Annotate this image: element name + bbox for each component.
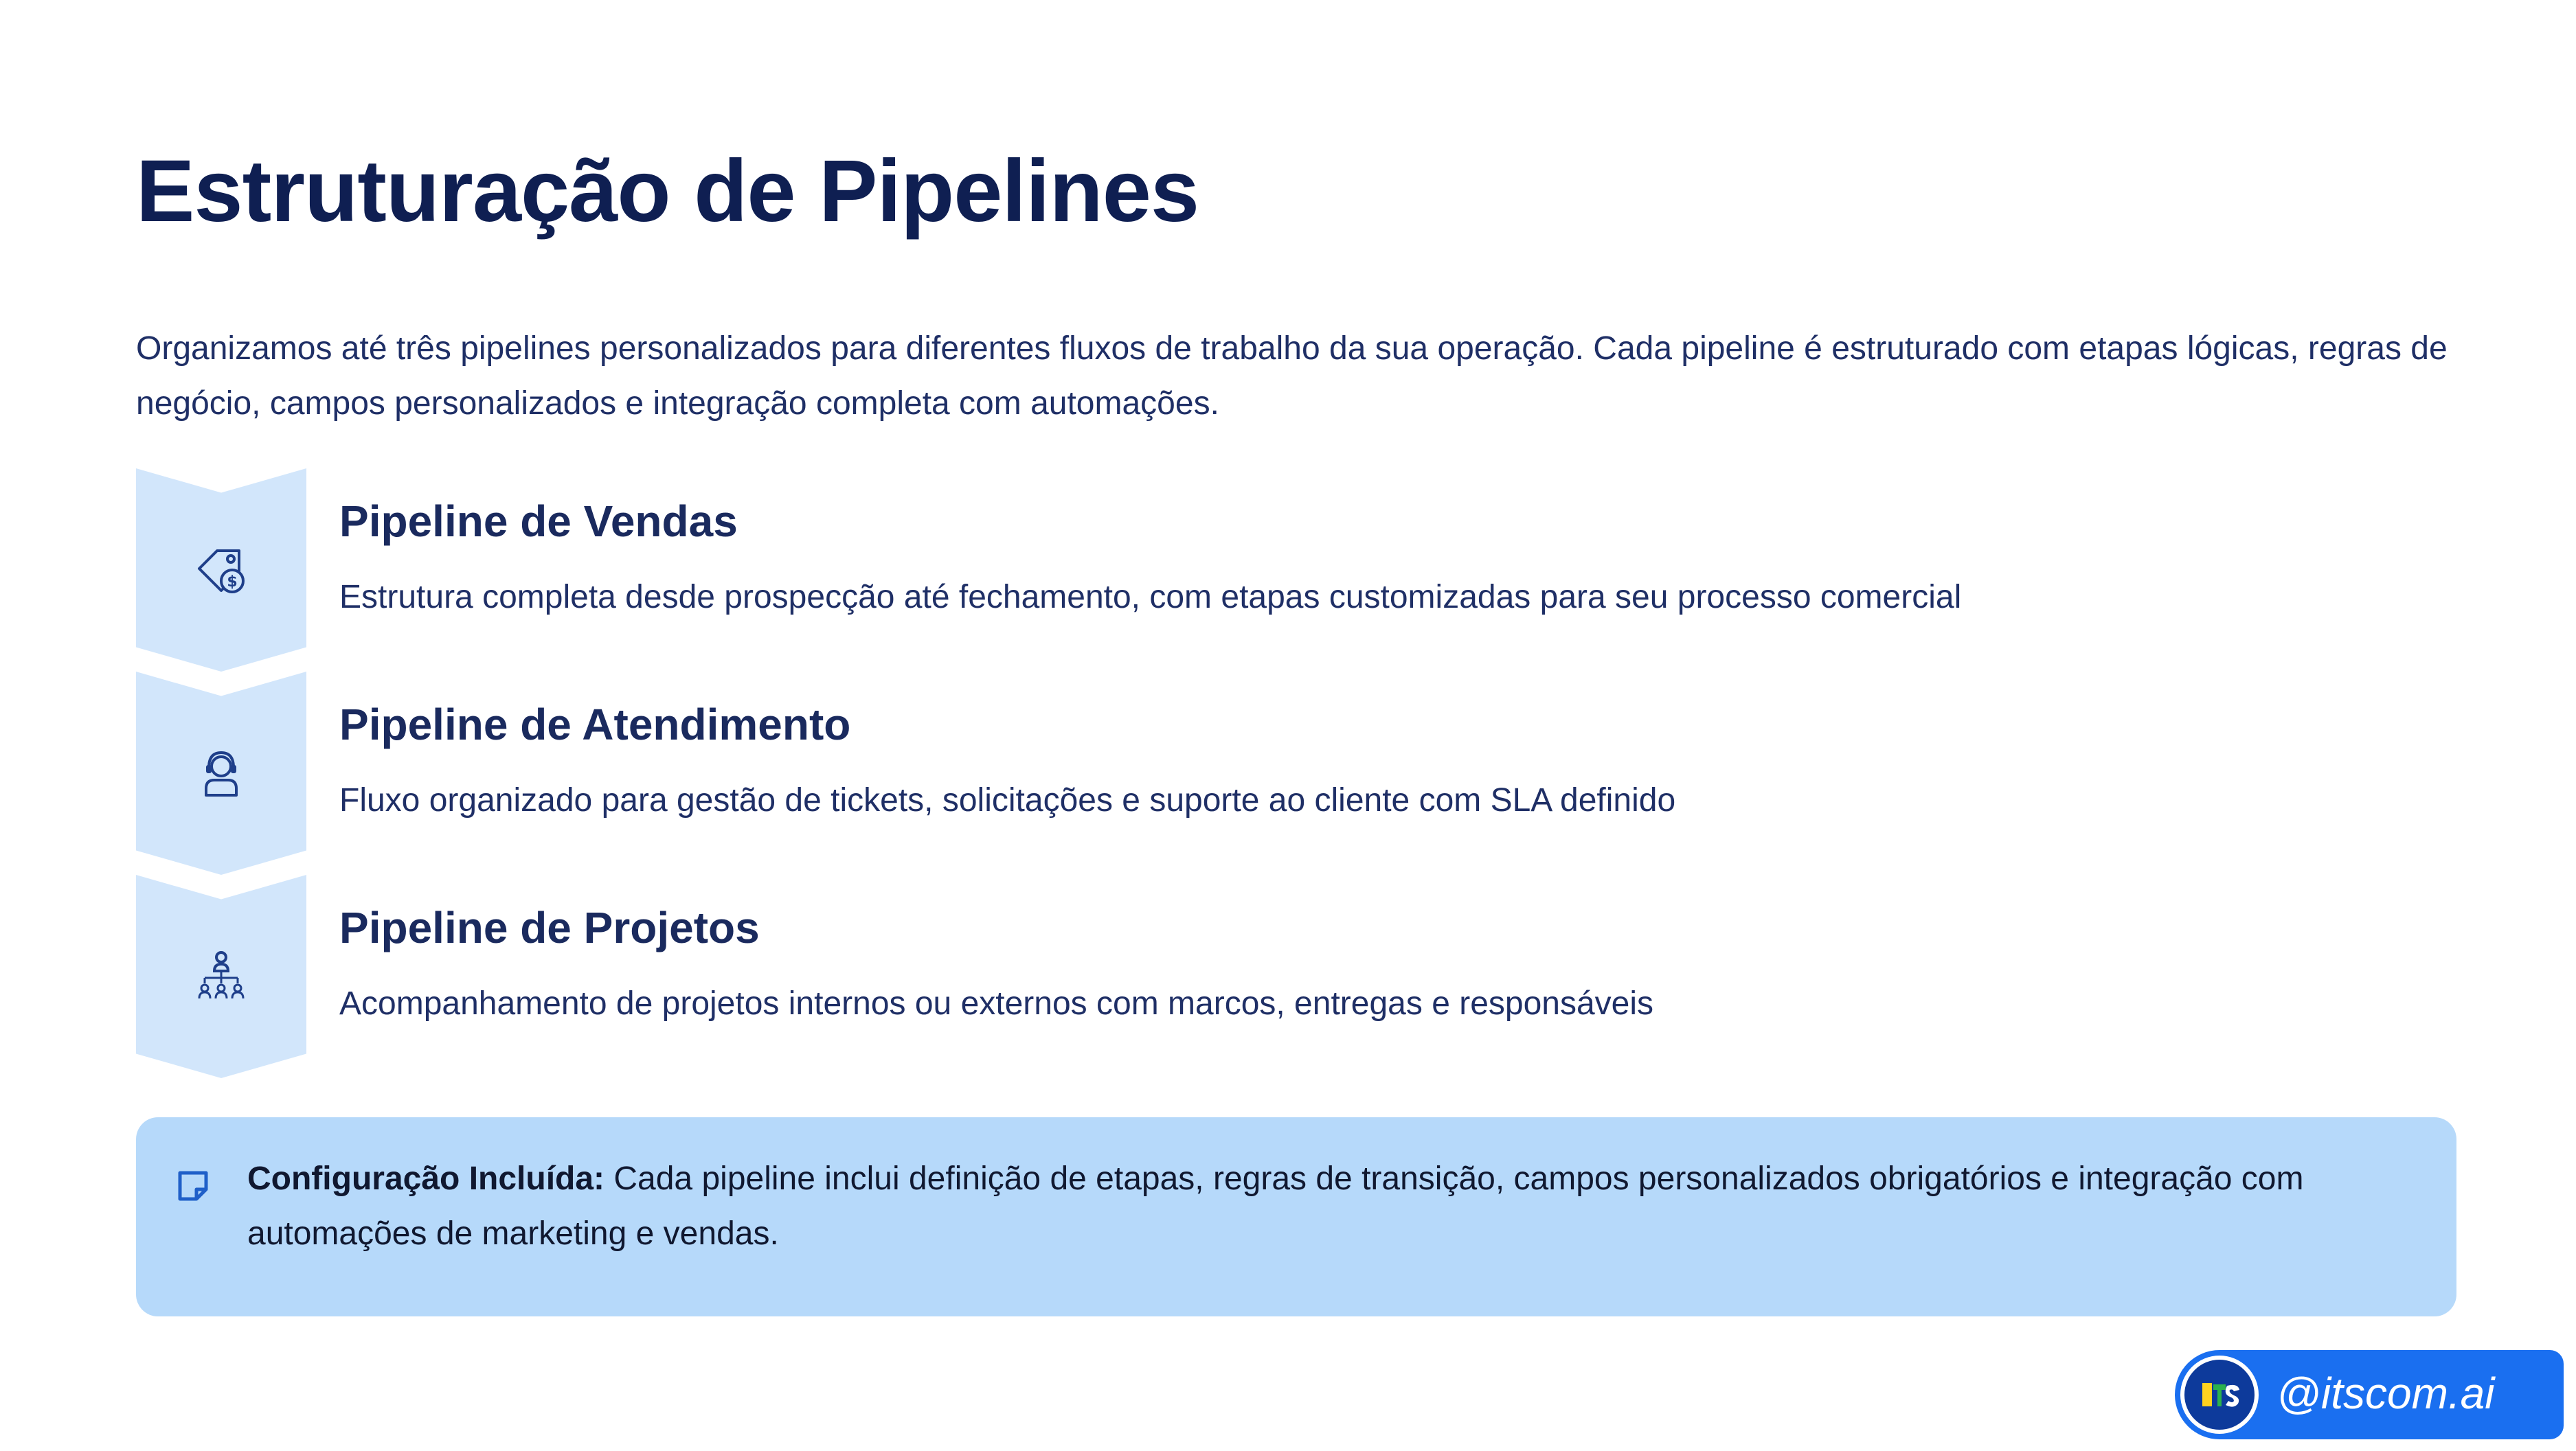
pipeline-step-vendas <box>136 468 2403 672</box>
callout-text <box>247 1152 2432 1261</box>
step-description: Estrutura completa desde prospecção até fechamento, com etapas customizadas para seu processo comercial <box>339 579 1962 615</box>
brand-handle: @itscom.ai <box>2276 1369 2495 1418</box>
intro-paragraph: Organizamos até três pipelines personalizados para diferentes fluxos de trabalho da sua operação. Cada pipeline é estruturado com etapas lógicas, regras de negócio, campos personalizados e integração completa com automações. <box>136 330 2448 422</box>
config-callout <box>136 1117 2456 1316</box>
svg-text:$: $ <box>227 573 238 591</box>
chevron-marker <box>136 672 306 875</box>
callout-label: Configuração Incluída: <box>247 1161 605 1197</box>
team-hierarchy-icon <box>194 949 249 1004</box>
brand-handle-badge[interactable] <box>2175 1350 2564 1439</box>
step-description: Acompanhamento de projetos internos ou externos com marcos, entregas e responsáveis <box>339 985 1654 1022</box>
step-title: Pipeline de Projetos <box>339 903 760 952</box>
pipeline-step-atendimento <box>136 672 2403 875</box>
headset-support-icon <box>194 746 249 801</box>
price-tag-dollar-icon <box>194 542 249 597</box>
brand-logo <box>2180 1356 2259 1434</box>
page-title: Estruturação de Pipelines <box>136 142 1199 240</box>
callout-body: Cada pipeline inclui definição de etapas, regras de transição, campos personalizados obrigatórios e integração com automações de marketing e vendas. <box>247 1161 2304 1252</box>
chevron-marker <box>136 468 306 672</box>
sticky-note-icon <box>176 1169 210 1203</box>
pipeline-step-projetos <box>136 875 2403 1078</box>
brand-logo-icon <box>2184 1360 2255 1430</box>
step-title: Pipeline de Vendas <box>339 496 738 546</box>
chevron-marker <box>136 875 306 1078</box>
step-title: Pipeline de Atendimento <box>339 700 851 749</box>
step-description: Fluxo organizado para gestão de tickets, solicitações e suporte ao cliente com SLA definido <box>339 782 1676 819</box>
